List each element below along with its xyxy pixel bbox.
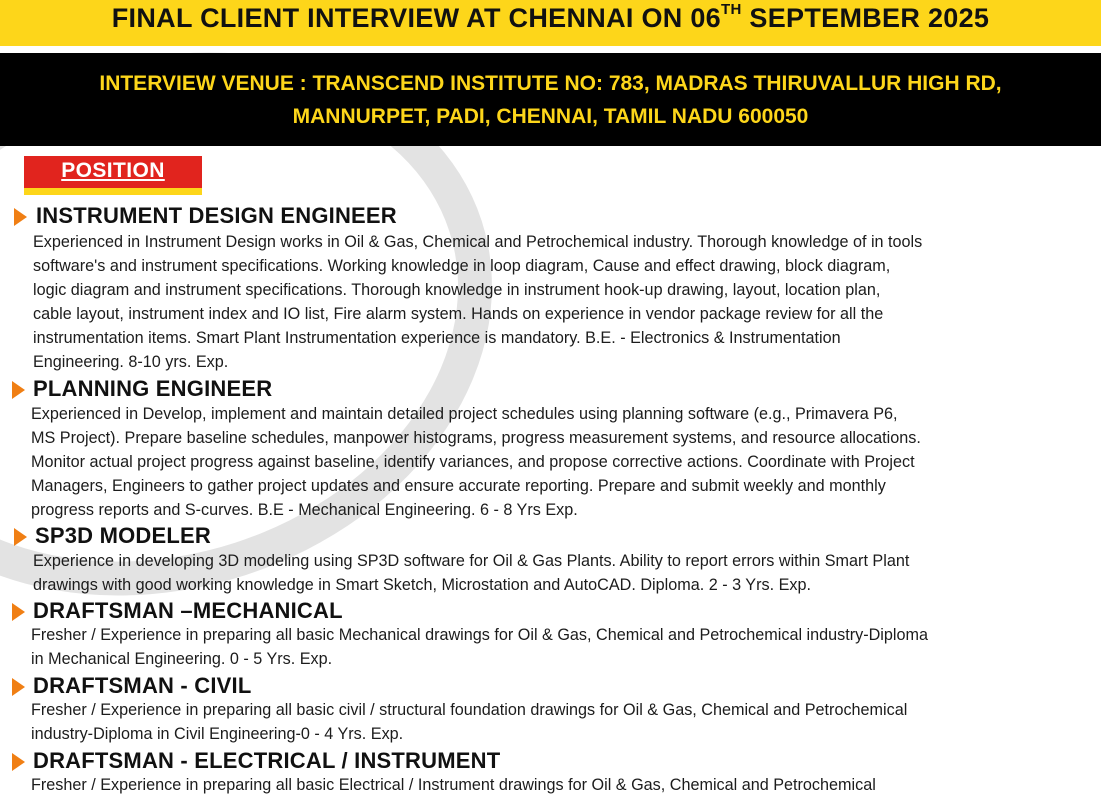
- description-line: progress reports and S-curves. B.E - Mechanical Engineering. 6 - 8 Yrs Exp.: [31, 501, 578, 519]
- position-tag-red-box: [24, 156, 202, 188]
- job-description: [31, 623, 1101, 671]
- description-line: Managers, Engineers to gather project updates and ensure accurate reporting. Prepare and submit weekly and monthly: [31, 477, 886, 495]
- orange-arrow-icon: [12, 603, 25, 621]
- description-line: industry-Diploma in Civil Engineering-0 - 4 Yrs. Exp.: [31, 725, 404, 743]
- description-line: Experienced in Instrument Design works in Oil & Gas, Chemical and Petrochemical industry. Thorough knowledge of in tools: [33, 233, 923, 251]
- description-line: in Mechanical Engineering. 0 - 5 Yrs. Exp.: [31, 650, 333, 668]
- orange-arrow-icon: [14, 208, 27, 226]
- position-tag-underline: [24, 188, 202, 195]
- position-label: POSITION: [61, 159, 165, 182]
- job-description: [33, 230, 1101, 374]
- job-title: INSTRUMENT DESIGN ENGINEER: [36, 203, 397, 228]
- job-description: [33, 549, 1101, 597]
- description-line: Experience in developing 3D modeling using SP3D software for Oil & Gas Plants. Ability to report errors within Smart Plant: [33, 552, 910, 570]
- job-draftsman-electrical-instrument: [0, 747, 1101, 794]
- interview-title-banner: [0, 0, 1101, 46]
- orange-arrow-icon: [12, 678, 25, 696]
- orange-arrow-icon: [12, 381, 25, 399]
- position-section-tag: [24, 156, 202, 196]
- job-draftsman-civil: [0, 672, 1101, 743]
- description-line: Monitor actual project progress against baseline, identify variances, and propose corrective actions. Coordinate with Project: [31, 453, 915, 471]
- job-instrument-design-engineer: [0, 202, 1101, 371]
- job-title: DRAFTSMAN - CIVIL: [33, 673, 252, 698]
- description-line: cable layout, instrument index and IO list, Fire alarm system. Hands on experience in vendor package review for all the: [33, 305, 884, 323]
- job-title: PLANNING ENGINEER: [33, 376, 273, 401]
- job-sp3d-modeler: [0, 522, 1101, 594]
- job-title: SP3D MODELER: [35, 523, 211, 548]
- description-line: Experienced in Develop, implement and maintain detailed project schedules using planning software (e.g., Primavera P6,: [31, 405, 898, 423]
- orange-arrow-icon: [12, 753, 25, 771]
- description-line: MS Project). Prepare baseline schedules, manpower histograms, progress measurement systems, and resource allocations.: [31, 429, 921, 447]
- job-title: DRAFTSMAN –MECHANICAL: [33, 598, 343, 623]
- job-description: [31, 698, 1101, 746]
- description-line: Fresher / Experience in preparing all basic Mechanical drawings for Oil & Gas, Chemical and Petrochemical industry-Diploma: [31, 626, 928, 644]
- job-description: [31, 402, 1101, 522]
- orange-arrow-icon: [14, 528, 27, 546]
- page-title: [112, 3, 989, 34]
- description-line: software's and instrument specifications. Working knowledge in loop diagram, Cause and effect drawing, block diagram,: [33, 257, 891, 275]
- description-line: Fresher / Experience in preparing all basic civil / structural foundation drawings for Oil & Gas, Chemical and Petrochemical: [31, 701, 908, 719]
- job-description: [31, 773, 1101, 797]
- venue-line-2: MANNURPET, PADI, CHENNAI, TAMIL NADU 600050: [292, 105, 809, 128]
- title-main-text: FINAL CLIENT INTERVIEW AT CHENNAI ON 06: [111, 3, 721, 33]
- title-superscript: TH: [721, 1, 742, 18]
- job-title: DRAFTSMAN - ELECTRICAL / INSTRUMENT: [33, 748, 501, 773]
- description-line: logic diagram and instrument specifications. Thorough knowledge in instrument hook-up drawing, layout, location plan,: [33, 281, 881, 299]
- description-line: Engineering. 8-10 yrs. Exp.: [33, 353, 229, 371]
- job-planning-engineer: [0, 375, 1101, 519]
- venue-line-1: INTERVIEW VENUE : TRANSCEND INSTITUTE NO: 783, MADRAS THIRUVALLUR HIGH RD,: [99, 72, 1002, 95]
- title-tail-text: SEPTEMBER 2025: [749, 3, 990, 33]
- venue-banner: [0, 53, 1101, 146]
- job-draftsman-mechanical: [0, 597, 1101, 668]
- description-line: instrumentation items. Smart Plant Instrumentation experience is mandatory. B.E. - Electronics & Instrumentation: [33, 329, 841, 347]
- description-line: Fresher / Experience in preparing all basic Electrical / Instrument drawings for Oil & Gas, Chemical and Petrochemical: [31, 776, 876, 794]
- description-line: drawings with good working knowledge in Smart Sketch, Microstation and AutoCAD. Diploma. 2 - 3 Yrs. Exp.: [33, 576, 811, 594]
